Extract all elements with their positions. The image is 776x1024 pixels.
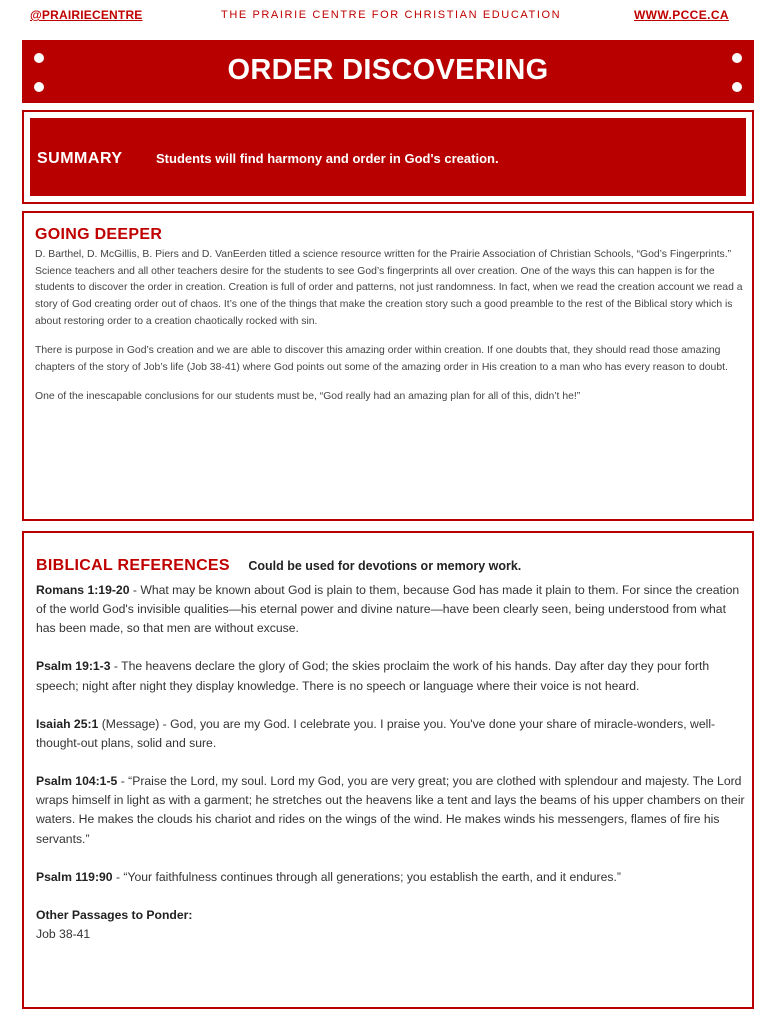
- reference-item: [36, 657, 746, 695]
- reference-item: [36, 581, 746, 638]
- reference-text: - “Praise the Lord, my soul. Lord my God, you are very great; you are clothed with splendour and majesty. The Lord wraps himself in light as with a garment; he stretches out the heavens like a tent and lays the beams of his upper chambers on their waters. He makes the clouds his chariot and rides on the wings of the wind. He makes winds his messengers, flames of fire his servants.”: [36, 774, 745, 846]
- website-link[interactable]: WWW.PCCE.CA: [633, 8, 729, 22]
- summary-box: [30, 118, 746, 196]
- going-deeper-section: [22, 211, 754, 521]
- going-deeper-heading: GOING DEEPER: [35, 226, 163, 243]
- other-passages-text: Job 38-41: [36, 927, 91, 942]
- reference-citation: Psalm 119:90: [36, 869, 113, 884]
- references-list: [36, 581, 746, 944]
- reference-citation: Isaiah 25:1: [36, 716, 99, 731]
- going-deeper-paragraph: D. Barthel, D. McGillis, B. Piers and D. VanEerden titled a science resource written for the Prairie Association of Christian Schools, “God’s Fingerprints.” Science teachers and all other teachers desire for the students to see God’s fingerprints all over creation. One of the ways this can happen is for the students to discover the order in creation. Creation is full of order and patterns, not just randomness. In fact, when we read the creation account we read a story of God creating order out of chaos. It’s one of the things that make the creation story such a good preamble to the rest of the Biblical story which is about restoring order to a creation chaotically rocked with sin.: [35, 249, 743, 327]
- reference-item: [36, 868, 746, 887]
- top-bar: [0, 8, 776, 26]
- biblical-references-section: [22, 531, 754, 1009]
- going-deeper-body: [35, 247, 747, 419]
- organization-name: THE PRAIRIE CENTRE FOR CHRISTIAN EDUCATION: [221, 9, 562, 21]
- going-deeper-paragraph: One of the inescapable conclusions for our students must be, “God really had an amazing plan for all of this, didn’t he!”: [35, 391, 581, 403]
- reference-citation: Romans 1:19-20: [36, 583, 130, 597]
- biblical-references-subheading: Could be used for devotions or memory work.: [248, 559, 522, 573]
- reference-text: - The heavens declare the glory of God; the skies proclaim the work of his hands. Day after day they pour forth speech; night after night they display knowledge. There is no speech or language where their voice is not heard.: [36, 659, 710, 693]
- reference-text: - What may be known about God is plain to them, because God has made it plain to them. For since the creation of the world God's invisible qualities—his eternal power and divine nature—have been clearly seen, being understood from what has been made, so that men are without excuse.: [36, 583, 740, 636]
- reference-item: [36, 715, 746, 753]
- title-banner: [22, 40, 754, 103]
- social-handle-link[interactable]: @PRAIRIECENTRE: [30, 8, 143, 22]
- summary-section: [22, 110, 754, 204]
- reference-text: - “Your faithfulness continues through all generations; you establish the earth, and it endures.”: [112, 869, 621, 884]
- reference-citation: Psalm 19:1-3: [36, 659, 111, 674]
- summary-label: SUMMARY: [37, 150, 123, 167]
- page-title: ORDER DISCOVERING: [227, 54, 549, 86]
- reference-item: [36, 772, 746, 849]
- biblical-references-heading: BIBLICAL REFERENCES: [36, 557, 230, 574]
- biblical-references-header: [36, 557, 521, 575]
- going-deeper-paragraph: There is purpose in God’s creation and we are able to discover this amazing order within creation. If one doubts that, they should read those amazing chapters of the story of Job’s life (Job 38-41) where God points out some of the amazing order in His creation to a man who has every reason to doubt.: [35, 345, 728, 373]
- reference-text: (Message) - God, you are my God. I celebrate you. I praise you. You've done your share of miracle-wonders, well-thought-out plans, solid and sure.: [36, 716, 716, 750]
- summary-text: Students will find harmony and order in God's creation.: [156, 151, 499, 166]
- reference-citation: Psalm 104:1-5: [36, 774, 118, 789]
- other-passages-title: Other Passages to Ponder:: [36, 907, 193, 922]
